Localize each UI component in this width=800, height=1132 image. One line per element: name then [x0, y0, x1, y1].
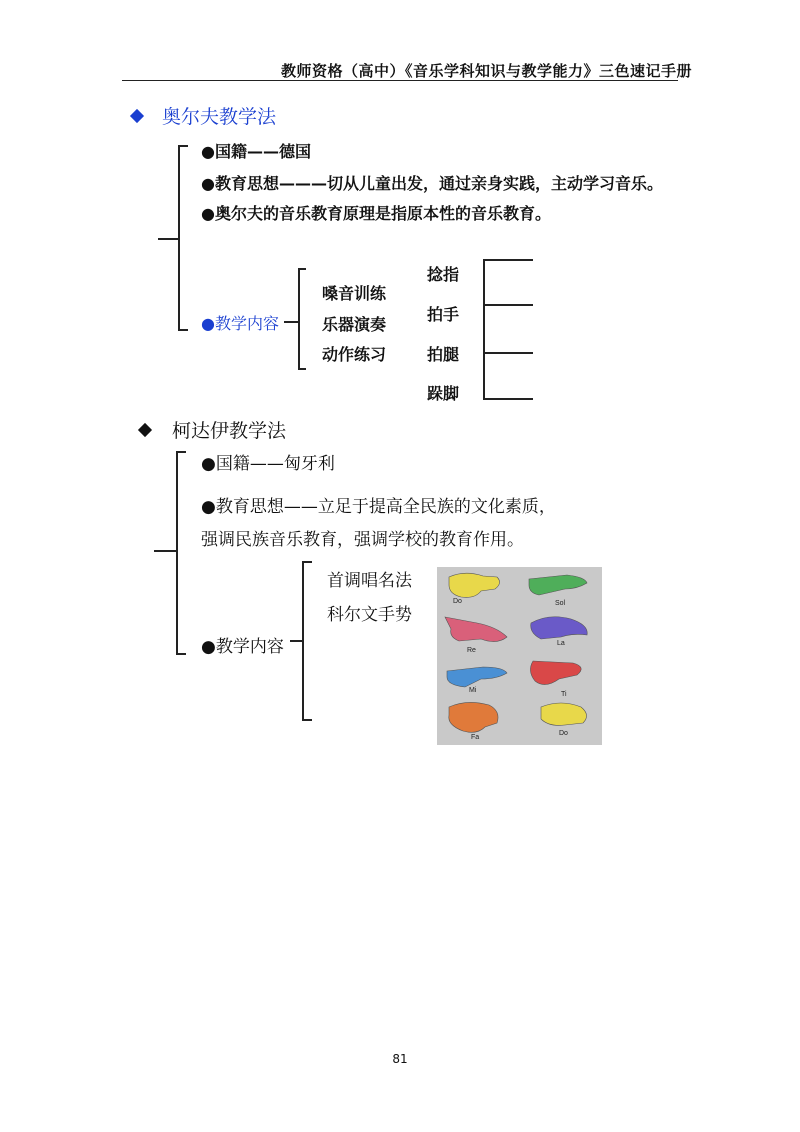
- moves-bracket-line: [483, 352, 533, 354]
- hand-ti-icon: [530, 661, 581, 685]
- hand-sign-label: Sol: [555, 600, 566, 607]
- hand-do-high-icon: [541, 703, 587, 725]
- body-move-item: 拍腿: [427, 345, 460, 364]
- orff-brace-tip: [158, 238, 178, 240]
- hand-fa-icon: [449, 702, 498, 732]
- diamond-bullet-icon: [130, 109, 144, 123]
- moves-bracket: [483, 259, 485, 399]
- kodaly-content-item: 科尔文手势: [327, 605, 412, 625]
- kodaly-content-label: ●教学内容: [201, 637, 284, 657]
- orff-principle: ●奥尔夫的音乐教育原理是指原本性的音乐教育。: [201, 204, 551, 223]
- orff-title: 奥尔夫教学法: [162, 106, 277, 128]
- hand-sol-icon: [529, 575, 587, 595]
- body-move-item: 捻指: [427, 265, 460, 284]
- kodaly-content-item: 首调唱名法: [327, 571, 412, 591]
- orff-content-item: 嗓音训练: [322, 284, 387, 303]
- kodaly-nationality: ●国籍——匈牙利: [201, 454, 335, 474]
- running-header: 教师资格（高中）《音乐学科知识与教学能力》三色速记手册: [280, 62, 692, 80]
- hand-sign-label: La: [557, 640, 565, 647]
- body-move-item: 跺脚: [427, 384, 460, 403]
- hand-do-icon: [449, 573, 500, 597]
- kodaly-sub-brace-top: [302, 561, 312, 563]
- kodaly-sub-brace-bottom: [302, 719, 312, 721]
- hand-la-icon: [531, 617, 587, 639]
- orff-connector: [284, 321, 298, 323]
- moves-bracket-line: [483, 259, 533, 261]
- page-number: 81: [392, 1052, 408, 1066]
- kodaly-brace-bottom: [176, 653, 186, 655]
- orff-content-item: 乐器演奏: [322, 315, 387, 334]
- kodaly-connector: [290, 640, 302, 642]
- body-move-item: 拍手: [427, 305, 460, 324]
- kodaly-thought: ●教育思想——立足于提高全民族的文化素质，: [201, 497, 556, 517]
- kodaly-brace: [176, 451, 178, 655]
- hand-sign-label: Re: [467, 647, 476, 654]
- orff-brace: [178, 145, 180, 331]
- orff-nationality: ●国籍——德国: [201, 142, 311, 161]
- kodaly-thought-cont: 强调民族音乐教育，强调学校的教育作用。: [201, 530, 524, 550]
- header-rule: [122, 80, 678, 81]
- orff-thought: ●教育思想———切从儿童出发，通过亲身实践，主动学习音乐。: [201, 174, 663, 193]
- hand-sign-label: Do: [559, 730, 568, 737]
- moves-bracket-line: [483, 398, 533, 400]
- orff-sub-brace-bottom: [298, 368, 306, 370]
- hand-sign-label: Mi: [469, 687, 477, 694]
- kodaly-sub-brace: [302, 561, 304, 721]
- kodaly-brace-tip: [154, 550, 176, 552]
- orff-sub-brace: [298, 268, 300, 370]
- hand-sign-label: Fa: [471, 734, 480, 741]
- hand-re-icon: [445, 617, 507, 642]
- section-title-kodaly: [140, 416, 286, 443]
- moves-bracket-line: [483, 304, 533, 306]
- orff-brace-bottom: [178, 329, 188, 331]
- orff-content-item: 动作练习: [322, 345, 387, 364]
- hand-sign-label: Ti: [561, 691, 567, 698]
- orff-brace-top: [178, 145, 188, 147]
- hand-sign-label: Do: [453, 598, 462, 605]
- kodaly-brace-top: [176, 451, 186, 453]
- curwen-hand-signs-image: [437, 567, 602, 745]
- orff-sub-brace-top: [298, 268, 306, 270]
- hand-mi-icon: [447, 667, 507, 687]
- kodaly-title: 柯达伊教学法: [172, 420, 287, 442]
- orff-content-label: ●教学内容: [201, 314, 279, 333]
- section-title-orff: [132, 102, 276, 129]
- diamond-bullet-icon: [138, 423, 152, 437]
